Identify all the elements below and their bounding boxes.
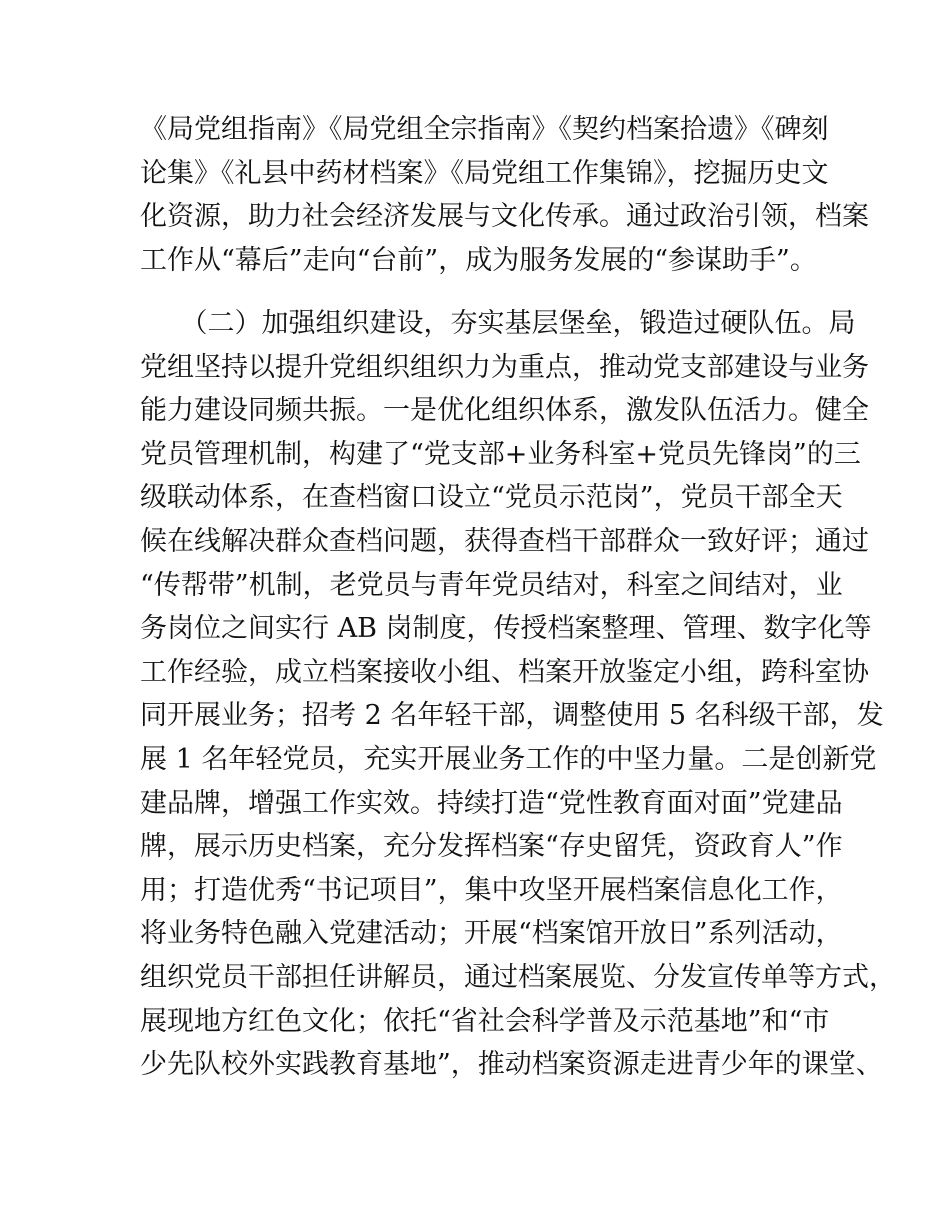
text-line: 党组坚持以提升党组织组织力为重点，推动党支部建设与业务 — [140, 351, 869, 383]
text-line: 用；打造优秀“书记项目”，集中攻坚开展档案信息化工作， — [140, 874, 843, 906]
text-line: 论集》《礼县中药材档案》《局党组工作集锦》，挖掘历史文 — [140, 157, 829, 189]
text-line: 化资源，助力社会经济发展与文化传承。通过政治引领，档案 — [140, 201, 869, 233]
text-line: （二）加强组织建设，夯实基层堡垒，锻造过硬队伍。局 — [140, 308, 856, 339]
text-line: 工作经验，成立档案接收小组、档案开放鉴定小组，跨科室协 — [140, 656, 869, 688]
text-line: 少先队校外实践教育基地”，推动档案资源走进青少年的课堂、 — [140, 1049, 883, 1081]
text-line: 展 1 名年轻党员，充实开展业务工作的中坚力量。二是创新党 — [140, 744, 877, 775]
text-line: 建品牌，增强工作实效。持续打造“党性教育面对面”党建品 — [140, 787, 843, 819]
text-line: 展现地方红色文化；依托“省社会科学普及示范基地”和“市 — [140, 1005, 830, 1037]
text-line: 工作从“幕后”走向“台前”，成为服务发展的“参谋助手”。 — [140, 244, 817, 276]
text-line: 《局党组指南》《局党组全宗指南》《契约档案拾遗》《碑刻 — [140, 114, 829, 145]
text-line: 级联动体系，在查档窗口设立“党员示范岗”，党员干部全天 — [140, 482, 843, 514]
text-line: 能力建设同频共振。一是优化组织体系，激发队伍活力。健全 — [140, 395, 869, 427]
text-line: “传帮带”机制，老党员与青年党员结对，科室之间结对，业 — [140, 569, 843, 601]
text-line: 党员管理机制，构建了“党支部+业务科室+党员先锋岗”的三 — [140, 438, 861, 470]
text-line: 牌，展示历史档案，充分发挥档案“存史留凭，资政育人”作 — [140, 831, 843, 863]
text-line: 务岗位之间实行 AB 岗制度，传授档案整理、管理、数字化等 — [140, 613, 872, 645]
text-line: 组织党员干部担任讲解员，通过档案展览、分发宣传单等方式， — [140, 962, 896, 993]
text-line: 候在线解决群众查档问题，获得查档干部群众一致好评；通过 — [140, 526, 869, 557]
text-line: 将业务特色融入党建活动；开展“档案馆开放日”系列活动， — [140, 918, 843, 950]
text-line: 同开展业务；招考 2 名年轻干部，调整使用 5 名科级干部，发 — [140, 700, 884, 732]
